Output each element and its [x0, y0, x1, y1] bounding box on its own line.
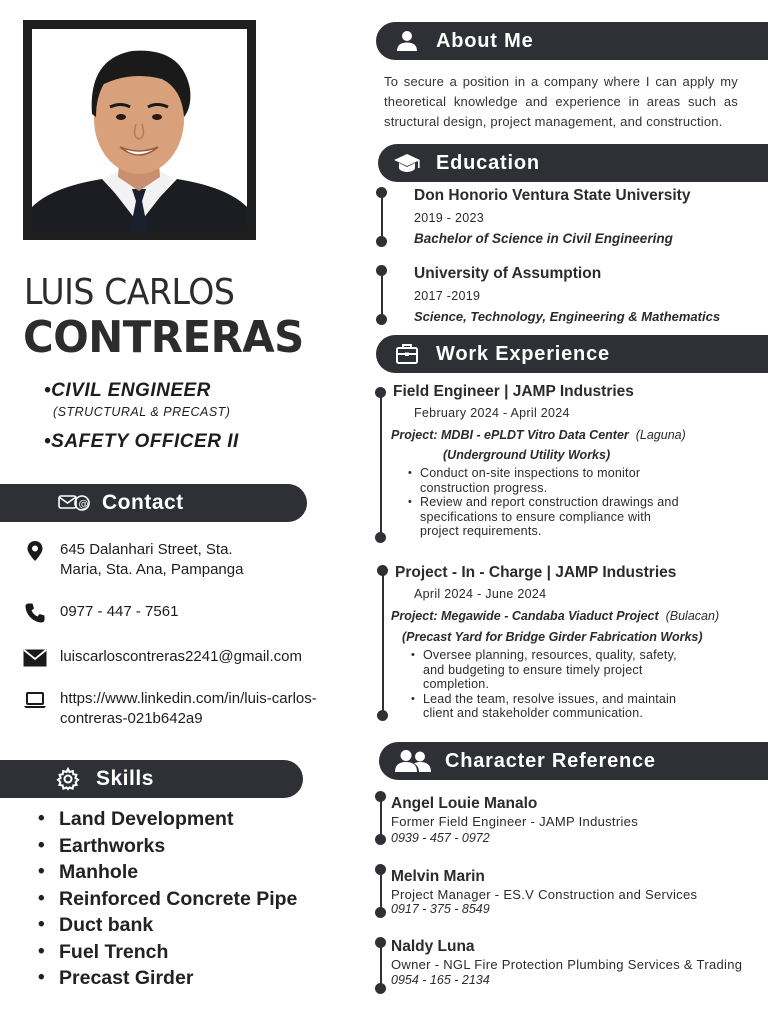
reference-name-1: Angel Louie Manalo [391, 795, 538, 812]
reference-role-3: Owner - NGL Fire Protection Plumbing Services & Trading [391, 957, 743, 972]
skills-list [38, 806, 297, 992]
job-project-location-2: (Bulacan) [665, 609, 720, 623]
contact-phone [22, 602, 178, 624]
job-dates-2: April 2024 - June 2024 [414, 587, 547, 601]
first-name: LUIS CARLOS [24, 272, 235, 313]
work-section-header [376, 335, 768, 373]
job-bullet-line: project requirements. [420, 524, 542, 538]
timeline-dot [375, 937, 386, 948]
reference-timeline-line [380, 796, 382, 839]
job-bullet-line: • Oversee planning, resources, quality, safety, [423, 648, 677, 662]
linkedin-url-line-1[interactable]: https://www.linkedin.com/in/luis-carlos- [60, 690, 317, 707]
address-line-2: Maria, Sta. Ana, Pampanga [60, 561, 244, 578]
education-years-1: 2019 - 2023 [414, 211, 485, 225]
education-timeline-line [381, 192, 383, 241]
reference-section-header [379, 742, 768, 780]
job-bullet-line: specifications to ensure compliance with [420, 509, 652, 524]
skill-item: • Duct bank [38, 912, 297, 939]
about-section-header [376, 22, 768, 60]
skills-title: Skills [96, 767, 154, 790]
envelope-icon [22, 647, 48, 669]
user-icon [390, 28, 424, 54]
graduation-cap-icon [390, 150, 424, 176]
contact-section-header [0, 484, 307, 522]
job-scope-1: (Underground Utility Works) [443, 448, 611, 462]
reference-timeline-line [380, 942, 382, 988]
last-name: CONTRERAS [23, 312, 304, 363]
timeline-dot [377, 710, 388, 721]
job-bullet-line: • Lead the team, resolve issues, and maintain [423, 691, 677, 706]
skill-item: • Fuel Trench [38, 939, 297, 966]
reference-phone-2: 0917 - 375 - 8549 [391, 902, 490, 916]
contact-icon [58, 491, 90, 515]
education-school-1: Don Honorio Ventura State University [414, 187, 691, 204]
skill-item: • Manhole [38, 859, 297, 886]
job-bullet [408, 466, 679, 495]
reference-timeline-line [380, 869, 382, 912]
job-project-name-2: Project: Megawide - Candaba Viaduct Project [391, 609, 659, 623]
job-project-2 [391, 609, 719, 623]
timeline-dot [377, 565, 388, 576]
reference-role-2: Project Manager - ES.V Construction and Services [391, 887, 698, 902]
job-bullet-line: client and stakeholder communication. [423, 706, 644, 720]
map-pin-icon [22, 540, 48, 562]
work-timeline-line [382, 570, 384, 715]
users-icon [393, 748, 433, 774]
job-title-1: Field Engineer | JAMP Industries [393, 383, 634, 400]
skill-item: • Earthworks [38, 833, 297, 860]
education-degree-2: Science, Technology, Engineering & Mathematics [414, 309, 721, 324]
profile-photo-frame [23, 20, 256, 240]
job-bullet-line: and budgeting to ensure timely project [423, 662, 643, 677]
timeline-dot [375, 791, 386, 802]
reference-phone-3: 0954 - 165 - 2134 [391, 973, 490, 987]
timeline-dot [375, 983, 386, 994]
job-scope-2: (Precast Yard for Bridge Girder Fabrication Works) [402, 630, 703, 644]
about-text: To secure a position in a company where I can apply my theoretical knowledge and experience in areas such as structural design, project management, and construction. [384, 74, 738, 129]
timeline-dot [376, 314, 387, 325]
education-title: Education [436, 151, 540, 174]
svg-text:@: @ [78, 499, 89, 510]
reference-phone-1: 0939 - 457 - 0972 [391, 831, 490, 845]
phone-icon [22, 602, 48, 624]
timeline-dot [376, 187, 387, 198]
job-project-name-1: Project: MDBI - ePLDT Vitro Data Center [391, 428, 629, 442]
education-years-2: 2017 -2019 [414, 289, 481, 303]
reference-title: Character Reference [445, 749, 656, 772]
job-project-location-1: (Laguna) [635, 428, 686, 442]
job-title-2: Project - In - Charge | JAMP Industries [395, 564, 677, 581]
education-timeline-line [381, 270, 383, 319]
contact-email[interactable] [22, 647, 302, 669]
email-link[interactable]: luiscarloscontreras2241@gmail.com [60, 648, 302, 665]
linkedin-url-line-2[interactable]: contreras-021b642a9 [60, 710, 203, 727]
education-degree-1: Bachelor of Science in Civil Engineering [414, 231, 673, 246]
work-title: Work Experience [436, 342, 610, 365]
job-bullets-1 [408, 466, 679, 539]
timeline-dot [375, 834, 386, 845]
skill-item: • Precast Girder [38, 965, 297, 992]
work-timeline-line [380, 392, 382, 537]
job-project-1 [391, 428, 686, 442]
timeline-dot [376, 265, 387, 276]
reference-name-2: Melvin Marin [391, 868, 485, 885]
gear-icon [52, 767, 84, 791]
role-civil-engineer-specialty: (STRUCTURAL & PRECAST) [53, 405, 231, 419]
contact-title: Contact [102, 491, 184, 514]
timeline-dot [375, 532, 386, 543]
laptop-icon [22, 689, 48, 711]
job-bullet [411, 648, 677, 692]
role-civil-engineer: •CIVIL ENGINEER [44, 380, 211, 401]
timeline-dot [375, 387, 386, 398]
briefcase-icon [390, 341, 424, 367]
reference-name-3: Naldy Luna [391, 938, 475, 955]
job-bullet [408, 495, 679, 539]
timeline-dot [375, 907, 386, 918]
job-bullet [411, 692, 677, 721]
job-dates-1: February 2024 - April 2024 [414, 406, 570, 420]
skill-item: • Reinforced Concrete Pipe [38, 886, 297, 913]
address-line-1: 645 Dalanhari Street, Sta. [60, 541, 233, 558]
phone-number: 0977 - 447 - 7561 [60, 603, 179, 620]
role-safety-officer: •SAFETY OFFICER II [44, 431, 239, 452]
job-bullet-line: completion. [423, 677, 490, 691]
about-title: About Me [436, 29, 534, 52]
education-school-2: University of Assumption [414, 265, 602, 282]
job-bullets-2 [411, 648, 677, 721]
timeline-dot [376, 236, 387, 247]
reference-role-1: Former Field Engineer - JAMP Industries [391, 814, 638, 829]
contact-address [22, 540, 243, 580]
job-bullet-line: • Review and report construction drawings and [420, 495, 679, 509]
job-bullet-line: • Conduct on-site inspections to monitor [420, 466, 641, 480]
education-section-header [378, 144, 768, 182]
skills-section-header [0, 760, 303, 798]
contact-linkedin[interactable] [22, 689, 317, 729]
profile-photo [32, 29, 247, 231]
skill-item: • Land Development [38, 806, 297, 833]
timeline-dot [375, 864, 386, 875]
job-bullet-line: construction progress. [420, 480, 548, 495]
